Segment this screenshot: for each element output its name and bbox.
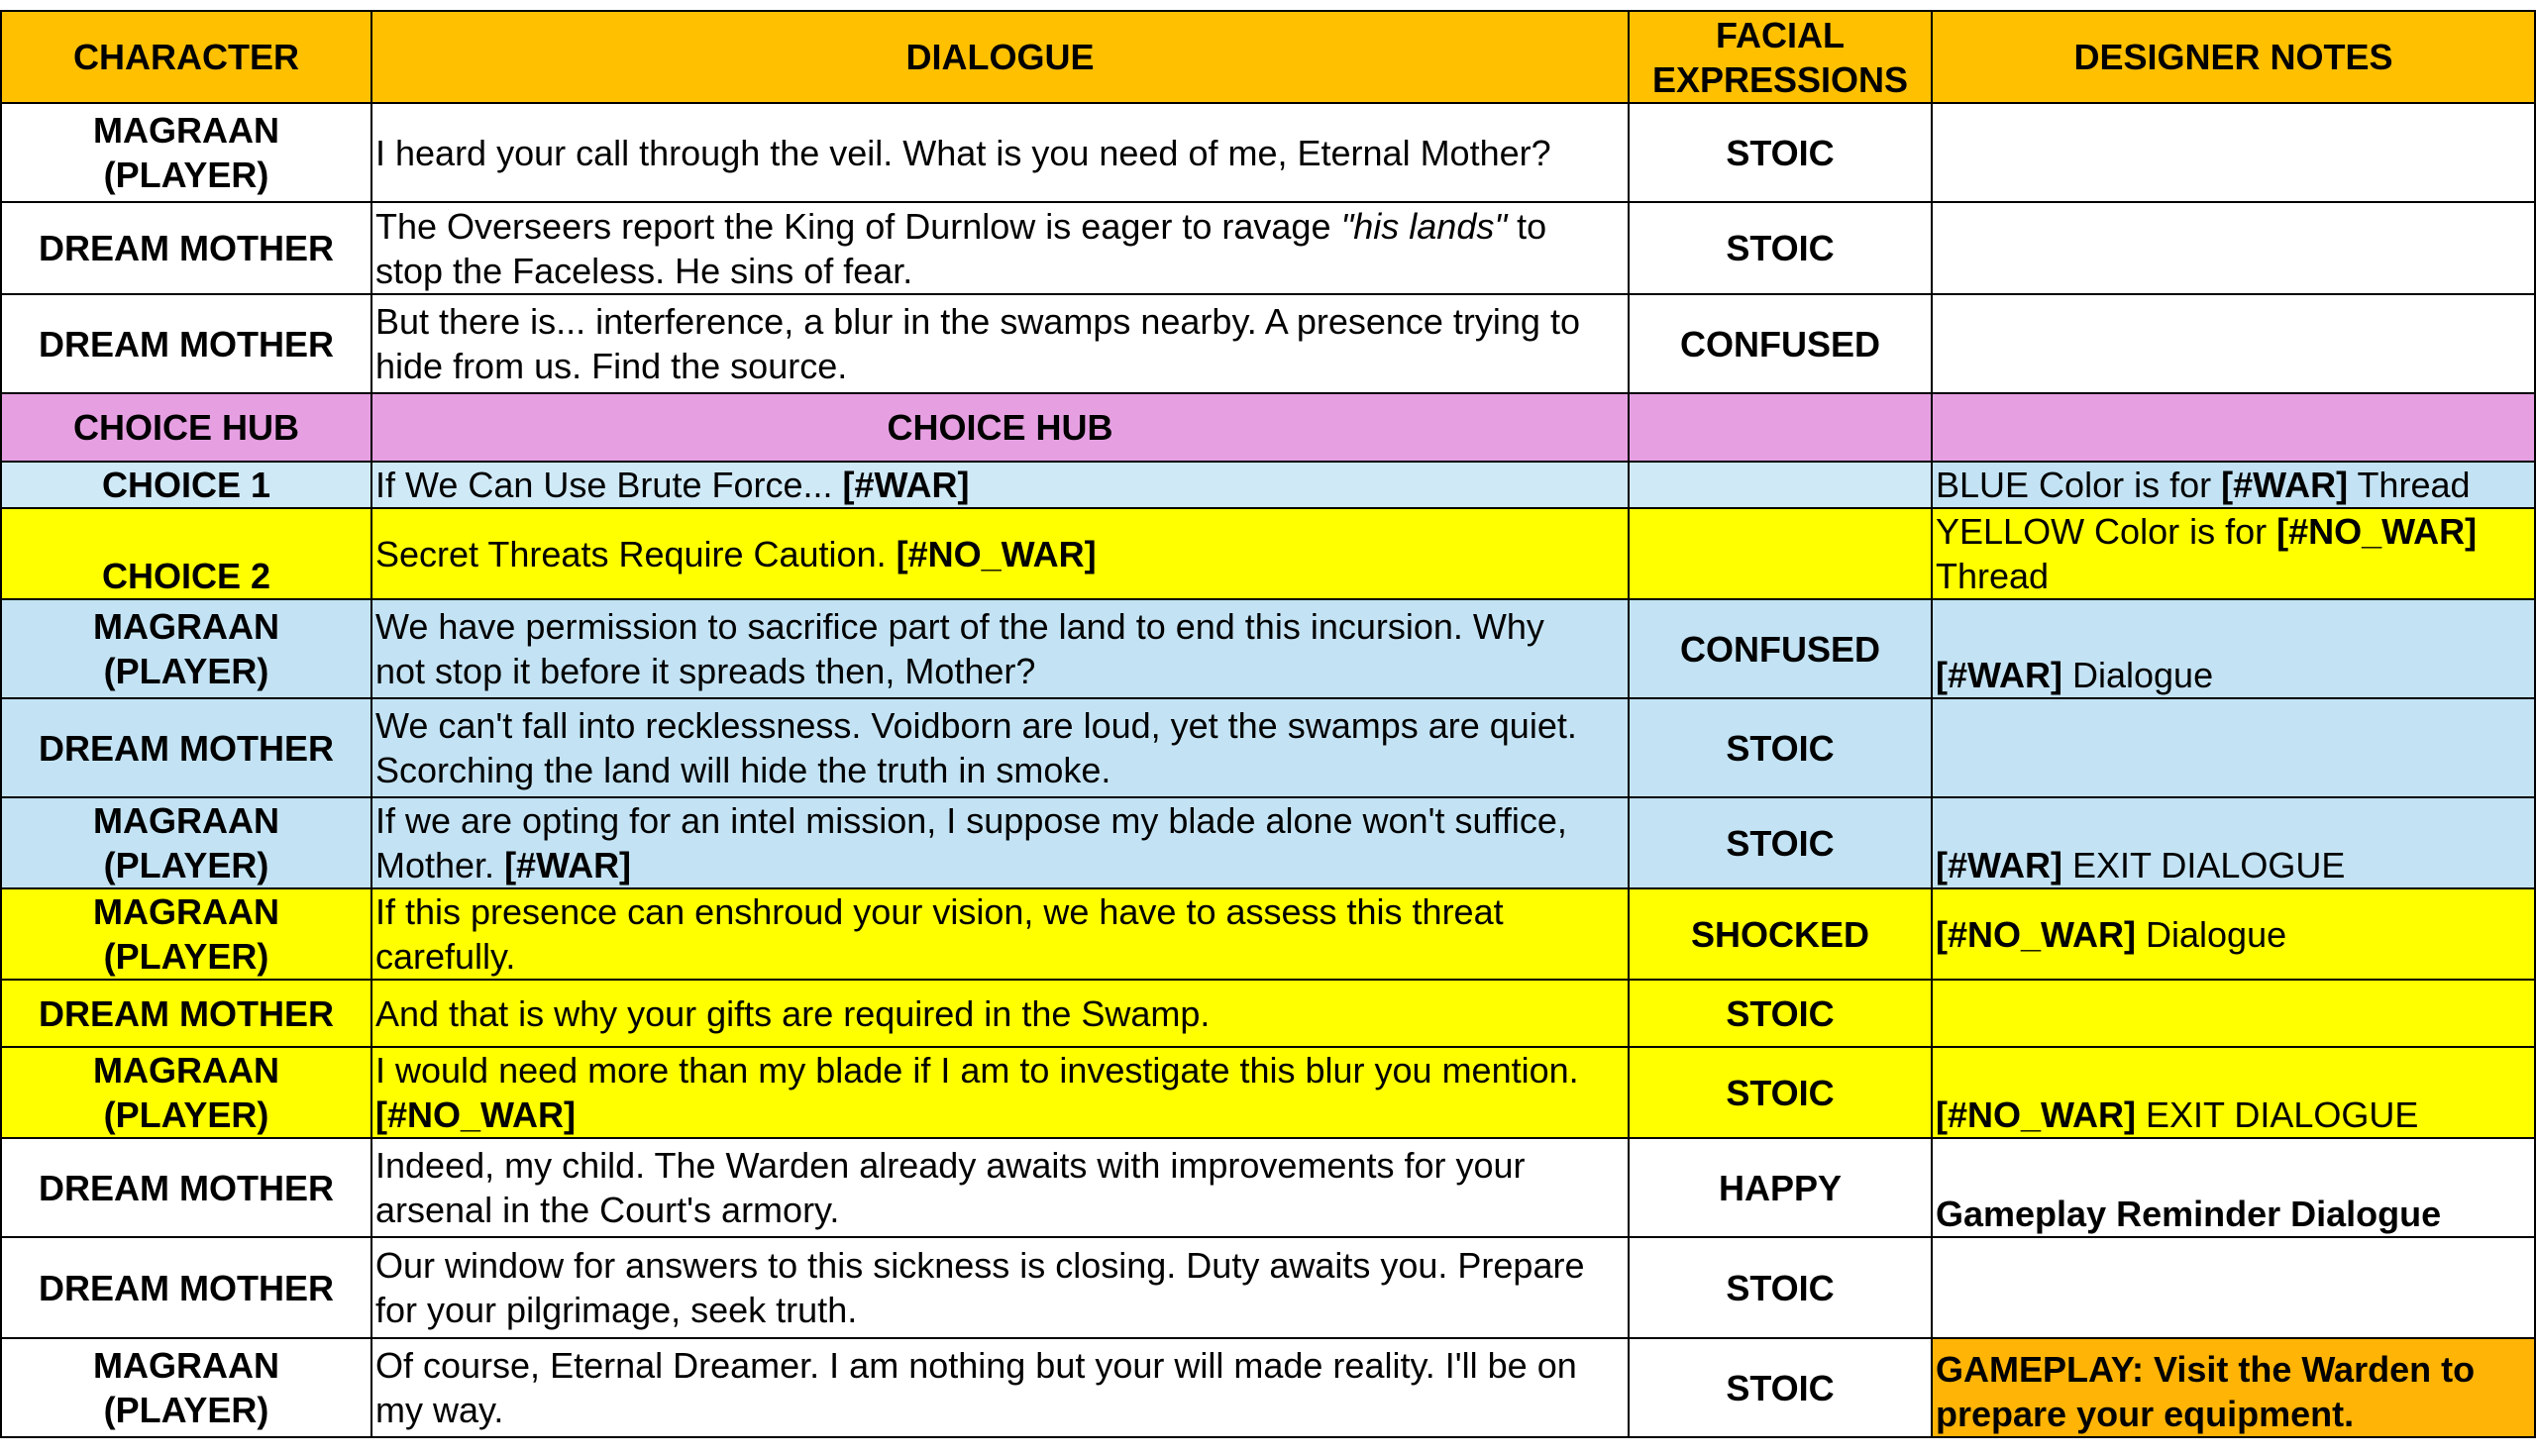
expression-cell[interactable] — [1629, 508, 1932, 599]
table-row — [1, 980, 2535, 1047]
dialogue-text: I heard your call through the veil. What is you need of me, Eternal Mother? — [375, 132, 1551, 173]
notes-cell[interactable] — [1932, 888, 2535, 980]
dialogue-text: Secret Threats Require Caution. — [375, 533, 897, 574]
dialogue-text: If we are opting for an intel mission, I suppose my blade alone won't suffice, — [375, 800, 1567, 841]
note-text: Dialogue — [2136, 913, 2287, 955]
header-facial-line2: EXPRESSIONS — [1651, 58, 1909, 100]
expression-cell[interactable]: STOIC — [1629, 202, 1932, 294]
character-cell[interactable]: DREAM MOTHER — [1, 294, 371, 393]
dialogue-cell[interactable]: CHOICE HUB — [371, 393, 1629, 462]
notes-cell[interactable] — [1932, 698, 2535, 797]
dialogue-text: We have permission to sacrifice part of the land to end this incursion. Why — [375, 606, 1544, 647]
dialogue-script-table — [0, 10, 2536, 1438]
expression-cell[interactable]: STOIC — [1629, 1047, 1932, 1138]
choice-hub-row — [1, 393, 2535, 462]
character-role: (PLAYER) — [103, 845, 269, 885]
dialogue-cell[interactable] — [371, 1338, 1629, 1437]
character-cell[interactable]: CHOICE HUB — [1, 393, 371, 462]
notes-cell[interactable] — [1932, 393, 2535, 462]
table-row — [1, 202, 2535, 294]
note-text: Dialogue — [2062, 655, 2214, 695]
character-cell[interactable] — [1, 1338, 371, 1437]
choice-row — [1, 508, 2535, 599]
notes-cell[interactable] — [1932, 797, 2535, 888]
dialogue-cell[interactable] — [371, 888, 1629, 980]
note-text: EXIT DIALOGUE — [2136, 1094, 2419, 1135]
character-cell[interactable] — [1, 797, 371, 888]
choice-row — [1, 462, 2535, 508]
dialogue-text: Mother. — [375, 845, 505, 885]
note-text: BLUE Color is for — [1936, 465, 2222, 505]
character-cell[interactable]: DREAM MOTHER — [1, 980, 371, 1047]
dialogue-cell[interactable] — [371, 1047, 1629, 1138]
notes-cell[interactable] — [1932, 508, 2535, 599]
dialogue-text: for your pilgrimage, seek truth. — [375, 1290, 858, 1330]
notes-cell[interactable] — [1932, 1138, 2535, 1237]
expression-cell[interactable]: HAPPY — [1629, 1138, 1932, 1237]
character-name: MAGRAAN — [93, 110, 279, 151]
expression-cell[interactable]: CONFUSED — [1629, 599, 1932, 698]
thread-tag: [#WAR] — [842, 465, 970, 505]
dialogue-text: Indeed, my child. The Warden already awaits with improvements for your — [375, 1145, 1526, 1186]
dialogue-text: We can't fall into recklessness. Voidborn are loud, yet the swamps are quiet. — [375, 705, 1577, 746]
table-row — [1, 797, 2535, 888]
expression-cell[interactable]: STOIC — [1629, 980, 1932, 1047]
dialogue-text: And that is why your gifts are required in the Swamp. — [375, 992, 1211, 1034]
dialogue-cell[interactable] — [371, 202, 1629, 294]
note-tag: [#WAR] — [2221, 465, 2349, 505]
character-cell[interactable]: CHOICE 2 — [1, 508, 371, 599]
thread-tag: [#NO_WAR] — [896, 533, 1097, 574]
note-tag: [#NO_WAR] — [1936, 1094, 2137, 1135]
notes-cell[interactable] — [1932, 462, 2535, 508]
expression-cell[interactable] — [1629, 393, 1932, 462]
character-cell[interactable] — [1, 599, 371, 698]
dialogue-text: I would need more than my blade if I am to investigate this blur you mention. — [375, 1050, 1579, 1091]
character-cell[interactable]: DREAM MOTHER — [1, 1237, 371, 1338]
table-row — [1, 599, 2535, 698]
note-text: Thread — [2348, 465, 2471, 505]
table-row — [1, 1237, 2535, 1338]
expression-cell[interactable]: SHOCKED — [1629, 888, 1932, 980]
dialogue-text: Scorching the land will hide the truth in smoke. — [375, 750, 1111, 790]
character-cell[interactable]: DREAM MOTHER — [1, 202, 371, 294]
expression-cell[interactable]: STOIC — [1629, 698, 1932, 797]
note-text: EXIT DIALOGUE — [2062, 845, 2346, 885]
expression-cell[interactable]: STOIC — [1629, 103, 1932, 202]
notes-cell[interactable] — [1932, 980, 2535, 1047]
character-cell[interactable]: DREAM MOTHER — [1, 698, 371, 797]
character-role: (PLAYER) — [103, 1094, 269, 1135]
table-row — [1, 1138, 2535, 1237]
dialogue-text: If We Can Use Brute Force... — [375, 465, 843, 505]
header-dialogue[interactable]: DIALOGUE — [371, 11, 1629, 103]
dialogue-text: not stop it before it spreads then, Mother? — [375, 651, 1036, 691]
dialogue-cell[interactable] — [371, 1138, 1629, 1237]
dialogue-cell[interactable] — [371, 599, 1629, 698]
note-tag: [#WAR] — [1936, 845, 2062, 885]
notes-cell[interactable] — [1932, 103, 2535, 202]
notes-cell[interactable] — [1932, 294, 2535, 393]
character-cell[interactable]: DREAM MOTHER — [1, 1138, 371, 1237]
character-name: MAGRAAN — [93, 606, 279, 647]
dialogue-text: arsenal in the Court's armory. — [375, 1190, 840, 1230]
table-row — [1, 103, 2535, 202]
dialogue-text: Of course, Eternal Dreamer. I am nothing but your will made reality. I'll be on — [375, 1345, 1577, 1386]
table-row — [1, 1047, 2535, 1138]
dialogue-text: But there is... interference, a blur in the swamps nearby. A presence trying to — [375, 301, 1580, 342]
note-text: YELLOW Color is for — [1936, 511, 2277, 552]
dialogue-text: carefully. — [375, 936, 516, 977]
character-cell[interactable] — [1, 888, 371, 980]
note-tag: [#NO_WAR] — [1936, 913, 2137, 955]
character-cell[interactable]: CHOICE 1 — [1, 462, 371, 508]
dialogue-text: If this presence can enshroud your vision, we have to assess this threat — [375, 891, 1504, 932]
character-cell[interactable] — [1, 1047, 371, 1138]
dialogue-text: my way. — [375, 1390, 504, 1430]
expression-cell[interactable]: CONFUSED — [1629, 294, 1932, 393]
dialogue-text: stop the Faceless. He sins of fear. — [375, 250, 913, 291]
dialogue-text: to — [1507, 205, 1547, 247]
header-character[interactable]: CHARACTER — [1, 11, 371, 103]
expression-cell[interactable]: STOIC — [1629, 1338, 1932, 1437]
gameplay-note-cell[interactable] — [1932, 1338, 2535, 1437]
character-name: MAGRAAN — [93, 1050, 279, 1091]
expression-cell[interactable]: STOIC — [1629, 1237, 1932, 1338]
notes-cell[interactable] — [1932, 599, 2535, 698]
header-designer-notes[interactable]: DESIGNER NOTES — [1932, 11, 2535, 103]
expression-cell[interactable]: STOIC — [1629, 797, 1932, 888]
dialogue-text: The Overseers report the King of Durnlow is eager to ravage — [375, 205, 1341, 247]
notes-cell[interactable] — [1932, 1237, 2535, 1338]
note-tag: [#WAR] — [1936, 655, 2062, 695]
character-name: MAGRAAN — [93, 891, 279, 932]
note-text: prepare your equipment. — [1936, 1394, 2355, 1434]
header-facial-expressions[interactable] — [1629, 11, 1932, 103]
character-cell[interactable] — [1, 103, 371, 202]
expression-cell[interactable] — [1629, 462, 1932, 508]
note-text: Thread — [1936, 556, 2050, 596]
character-role: (PLAYER) — [103, 651, 269, 691]
dialogue-cell[interactable] — [371, 1237, 1629, 1338]
dialogue-cell[interactable] — [371, 508, 1629, 599]
dialogue-text: Our window for answers to this sickness is closing. Duty awaits you. Prepare — [375, 1245, 1585, 1286]
dialogue-cell[interactable] — [371, 294, 1629, 393]
dialogue-text: hide from us. Find the source. — [375, 346, 848, 386]
character-role: (PLAYER) — [103, 155, 269, 195]
dialogue-cell[interactable] — [371, 698, 1629, 797]
notes-cell[interactable] — [1932, 1047, 2535, 1138]
table-row — [1, 294, 2535, 393]
dialogue-italic-text: "his lands" — [1340, 205, 1508, 247]
dialogue-cell[interactable] — [371, 103, 1629, 202]
dialogue-cell[interactable] — [371, 462, 1629, 508]
table-row — [1, 698, 2535, 797]
note-text: Gameplay Reminder Dialogue — [1936, 1194, 2442, 1234]
note-text: GAMEPLAY: Visit the Warden to — [1936, 1349, 2476, 1390]
header-row — [1, 11, 2535, 103]
dialogue-cell[interactable] — [371, 980, 1629, 1047]
table-row — [1, 1338, 2535, 1437]
notes-cell[interactable] — [1932, 202, 2535, 294]
character-name: MAGRAAN — [93, 800, 279, 841]
table-row — [1, 888, 2535, 980]
note-tag: [#NO_WAR] — [2276, 511, 2478, 552]
character-name: MAGRAAN — [93, 1345, 279, 1386]
character-role: (PLAYER) — [103, 1390, 269, 1430]
thread-tag: [#WAR] — [504, 845, 632, 885]
dialogue-cell[interactable] — [371, 797, 1629, 888]
thread-tag: [#NO_WAR] — [375, 1094, 577, 1135]
character-role: (PLAYER) — [103, 936, 269, 977]
header-facial-line1: FACIAL — [1716, 14, 1845, 55]
